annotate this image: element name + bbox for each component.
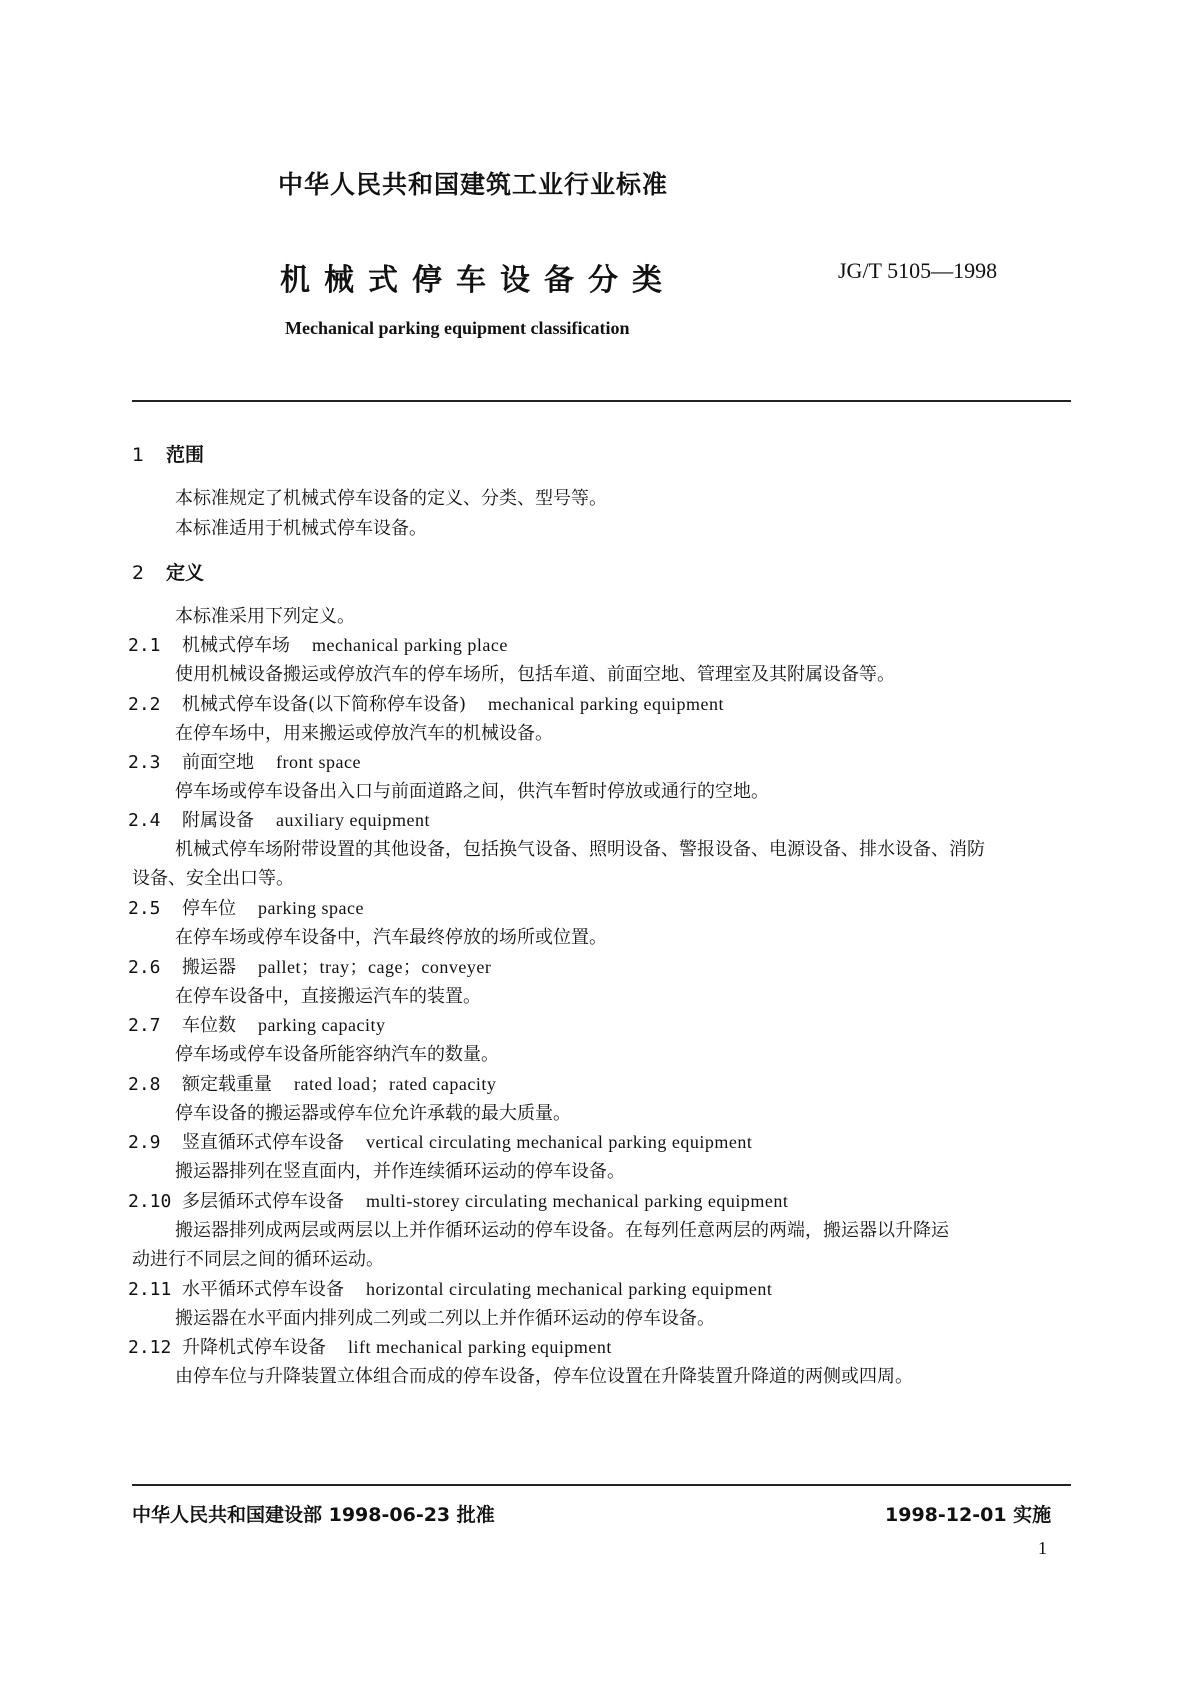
definition-term <box>128 631 508 657</box>
term-cn: 水平循环式停车设备 <box>182 1279 344 1300</box>
term-number: 2.12 <box>128 1337 172 1358</box>
term-en: multi-storey circulating mechanical parking equipment <box>366 1191 789 1211</box>
approval-line: 中华人民共和国建设部 1998-06-23 批准 <box>132 1504 495 1526</box>
footer-divider <box>132 1484 1071 1486</box>
term-number: 2.4 <box>128 810 161 831</box>
definition-text: 在停车设备中，直接搬运汽车的装置。 <box>175 986 481 1007</box>
section-number: 2 <box>132 562 145 584</box>
definition-term <box>128 1187 788 1213</box>
term-number: 2.8 <box>128 1074 161 1095</box>
term-number: 2.11 <box>128 1279 172 1300</box>
term-cn: 停车位 <box>182 898 236 919</box>
term-cn: 升降机式停车设备 <box>182 1337 326 1358</box>
definition-term <box>128 953 491 979</box>
definition-text: 停车场或停车设备所能容纳汽车的数量。 <box>175 1044 499 1065</box>
term-cn: 额定载重量 <box>182 1074 272 1095</box>
definition-text: 使用机械设备搬运或停放汽车的停车场所，包括车道、前面空地、管理室及其附属设备等。 <box>175 664 895 685</box>
definition-term <box>128 1128 752 1154</box>
term-cn: 多层循环式停车设备 <box>182 1191 344 1212</box>
standard-code: JG/T 5105—1998 <box>838 258 998 283</box>
definition-text-continued: 动进行不同层之间的循环运动。 <box>132 1249 384 1270</box>
term-en: lift mechanical parking equipment <box>348 1337 612 1357</box>
term-en: parking space <box>258 898 364 918</box>
term-en: mechanical parking place <box>312 635 508 655</box>
document-title-cn: 机械式停车设备分类 <box>280 263 676 298</box>
term-en: rated load；rated capacity <box>294 1074 497 1094</box>
term-en: front space <box>276 752 361 772</box>
paragraph: 本标准规定了机械式停车设备的定义、分类、型号等。 <box>175 488 607 509</box>
section-heading-definitions <box>132 558 204 585</box>
definition-term <box>128 1333 612 1359</box>
effective-date: 1998-12-01 实施 <box>885 1504 1052 1526</box>
term-en: horizontal circulating mechanical parking equipment <box>366 1279 773 1299</box>
definition-text: 在停车场或停车设备中，汽车最终停放的场所或位置。 <box>175 927 607 948</box>
definition-text: 机械式停车场附带设置的其他设备，包括换气设备、照明设备、警报设备、电源设备、排水设备、消防 <box>175 839 985 860</box>
term-number: 2.10 <box>128 1191 172 1212</box>
term-en: parking capacity <box>258 1015 386 1035</box>
header-divider <box>132 400 1071 402</box>
section-title: 定义 <box>166 562 205 584</box>
definition-text: 在停车场中，用来搬运或停放汽车的机械设备。 <box>175 723 553 744</box>
document-title-en: Mechanical parking equipment classification <box>285 318 630 338</box>
definition-text: 停车设备的搬运器或停车位允许承载的最大质量。 <box>175 1103 571 1124</box>
definition-text: 搬运器排列成两层或两层以上并作循环运动的停车设备。在每列任意两层的两端，搬运器以升降运 <box>175 1220 949 1241</box>
term-number: 2.9 <box>128 1132 161 1153</box>
definition-text: 由停车位与升降装置立体组合而成的停车设备，停车位设置在升降装置升降道的两侧或四周。 <box>175 1366 913 1387</box>
paragraph: 本标准适用于机械式停车设备。 <box>175 518 427 539</box>
paragraph: 本标准采用下列定义。 <box>175 606 355 627</box>
definition-text-continued: 设备、安全出口等。 <box>132 868 294 889</box>
definition-term <box>128 690 724 716</box>
term-cn: 机械式停车设备(以下简称停车设备) <box>182 694 467 715</box>
definition-term <box>128 1011 385 1037</box>
term-cn: 机械式停车场 <box>182 635 290 656</box>
term-cn: 前面空地 <box>182 752 254 773</box>
definition-text: 停车场或停车设备出入口与前面道路之间，供汽车暂时停放或通行的空地。 <box>175 781 769 802</box>
term-number: 2.7 <box>128 1015 161 1036</box>
term-cn: 竖直循环式停车设备 <box>182 1132 344 1153</box>
definition-term <box>128 748 361 774</box>
definition-term <box>128 894 364 920</box>
term-number: 2.2 <box>128 694 161 715</box>
term-cn: 搬运器 <box>182 957 236 978</box>
term-number: 2.3 <box>128 752 161 773</box>
definition-text: 搬运器在水平面内排列成二列或二列以上并作循环运动的停车设备。 <box>175 1308 715 1329</box>
page-number: 1 <box>1038 1538 1047 1558</box>
term-number: 2.1 <box>128 635 161 656</box>
term-cn: 车位数 <box>182 1015 236 1036</box>
section-title: 范围 <box>166 444 205 466</box>
definition-term <box>128 806 430 832</box>
section-number: 1 <box>132 444 145 466</box>
definition-term <box>128 1275 772 1301</box>
term-number: 2.5 <box>128 898 161 919</box>
term-cn: 附属设备 <box>182 810 254 831</box>
term-en: pallet；tray；cage；conveyer <box>258 957 492 977</box>
definition-term <box>128 1070 496 1096</box>
term-en: vertical circulating mechanical parking equipment <box>366 1132 753 1152</box>
term-en: auxiliary equipment <box>276 810 430 830</box>
definition-text: 搬运器排列在竖直面内，并作连续循环运动的停车设备。 <box>175 1161 625 1182</box>
section-heading-scope <box>132 440 204 467</box>
standard-org-line: 中华人民共和国建筑工业行业标准 <box>278 170 669 199</box>
term-en: mechanical parking equipment <box>488 694 724 714</box>
term-number: 2.6 <box>128 957 161 978</box>
